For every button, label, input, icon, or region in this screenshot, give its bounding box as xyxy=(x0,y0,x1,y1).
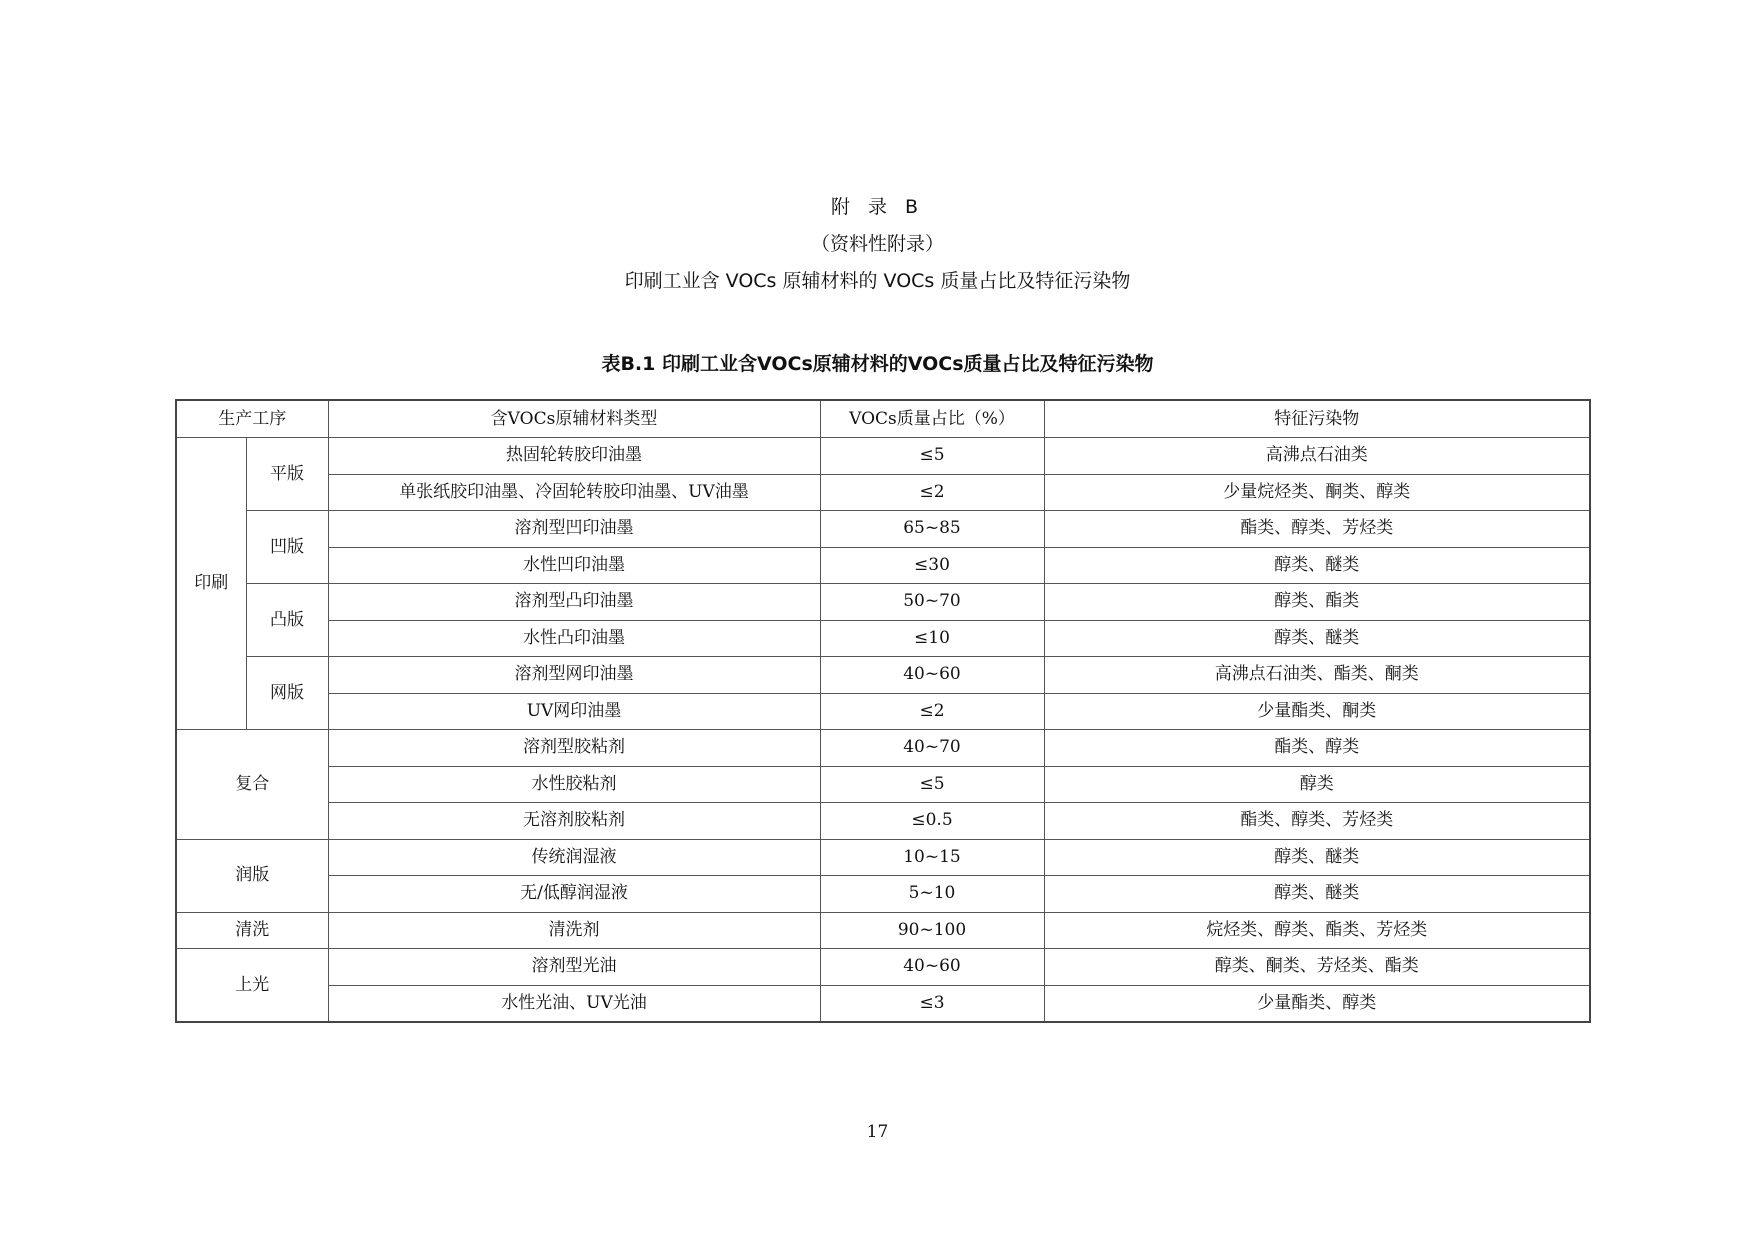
material-cell: 无/低醇润湿液 xyxy=(328,876,820,913)
pollutants-cell: 高沸点石油类、酯类、酮类 xyxy=(1044,657,1590,694)
material-cell: UV网印油墨 xyxy=(328,693,820,730)
ratio-cell: ≤5 xyxy=(820,438,1044,475)
table-row xyxy=(176,511,1590,548)
subgroup-lithographic: 平版 xyxy=(246,438,328,511)
material-cell: 单张纸胶印油墨、冷固轮转胶印油墨、UV油墨 xyxy=(328,474,820,511)
appendix-label: 附 录 B xyxy=(830,196,925,218)
group-varnishing: 上光 xyxy=(176,949,328,1023)
material-cell: 水性凹印油墨 xyxy=(328,547,820,584)
pollutants-cell: 醇类、醚类 xyxy=(1044,876,1590,913)
material-cell: 热固轮转胶印油墨 xyxy=(328,438,820,475)
pollutants-cell: 醇类 xyxy=(1044,766,1590,803)
table-header-row xyxy=(176,400,1590,438)
ratio-cell: ≤0.5 xyxy=(820,803,1044,840)
table-row xyxy=(176,803,1590,840)
table-row xyxy=(176,949,1590,986)
group-fountain: 润版 xyxy=(176,839,328,912)
table-row xyxy=(176,730,1590,767)
pollutants-cell: 醇类、醚类 xyxy=(1044,620,1590,657)
material-cell: 传统润湿液 xyxy=(328,839,820,876)
material-cell: 溶剂型网印油墨 xyxy=(328,657,820,694)
material-cell: 溶剂型光油 xyxy=(328,949,820,986)
ratio-cell: 5~10 xyxy=(820,876,1044,913)
header-material-type: 含VOCs原辅材料类型 xyxy=(328,400,820,438)
ratio-cell: 90~100 xyxy=(820,912,1044,949)
material-cell: 无溶剂胶粘剂 xyxy=(328,803,820,840)
ratio-cell: 40~60 xyxy=(820,657,1044,694)
ratio-cell: ≤2 xyxy=(820,474,1044,511)
page-number: 17 xyxy=(866,1122,889,1142)
ratio-cell: 40~60 xyxy=(820,949,1044,986)
subgroup-gravure: 凹版 xyxy=(246,511,328,584)
table-row xyxy=(176,693,1590,730)
material-cell: 溶剂型凹印油墨 xyxy=(328,511,820,548)
table-row xyxy=(176,474,1590,511)
ratio-cell: 65~85 xyxy=(820,511,1044,548)
appendix-nature: （资料性附录） xyxy=(810,233,944,255)
header-voc-ratio: VOCs质量占比（%） xyxy=(820,400,1044,438)
pollutants-cell: 醇类、醚类 xyxy=(1044,547,1590,584)
table-caption: 表B.1 印刷工业含VOCs原辅材料的VOCs质量占比及特征污染物 xyxy=(601,353,1154,375)
pollutants-cell: 酯类、醇类、芳烃类 xyxy=(1044,803,1590,840)
group-cleaning: 清洗 xyxy=(176,912,328,949)
material-cell: 清洗剂 xyxy=(328,912,820,949)
subgroup-letterpress: 凸版 xyxy=(246,584,328,657)
group-printing: 印刷 xyxy=(176,438,246,730)
table-row xyxy=(176,839,1590,876)
table-row xyxy=(176,438,1590,475)
ratio-cell: ≤30 xyxy=(820,547,1044,584)
material-cell: 水性凸印油墨 xyxy=(328,620,820,657)
table-row xyxy=(176,766,1590,803)
ratio-cell: 40~70 xyxy=(820,730,1044,767)
ratio-cell: ≤10 xyxy=(820,620,1044,657)
pollutants-cell: 高沸点石油类 xyxy=(1044,438,1590,475)
pollutants-cell: 少量烷烃类、酮类、醇类 xyxy=(1044,474,1590,511)
pollutants-cell: 醇类、酮类、芳烃类、酯类 xyxy=(1044,949,1590,986)
voc-table xyxy=(175,399,1591,1023)
pollutants-cell: 醇类、酯类 xyxy=(1044,584,1590,621)
material-cell: 溶剂型凸印油墨 xyxy=(328,584,820,621)
table-row xyxy=(176,985,1590,1022)
table-row xyxy=(176,584,1590,621)
table-row xyxy=(176,912,1590,949)
material-cell: 水性胶粘剂 xyxy=(328,766,820,803)
ratio-cell: ≤3 xyxy=(820,985,1044,1022)
pollutants-cell: 少量酯类、醇类 xyxy=(1044,985,1590,1022)
material-cell: 水性光油、UV光油 xyxy=(328,985,820,1022)
subgroup-screen: 网版 xyxy=(246,657,328,730)
ratio-cell: 50~70 xyxy=(820,584,1044,621)
pollutants-cell: 酯类、醇类 xyxy=(1044,730,1590,767)
pollutants-cell: 醇类、醚类 xyxy=(1044,839,1590,876)
header-pollutants: 特征污染物 xyxy=(1044,400,1590,438)
table-row xyxy=(176,620,1590,657)
pollutants-cell: 少量酯类、酮类 xyxy=(1044,693,1590,730)
pollutants-cell: 酯类、醇类、芳烃类 xyxy=(1044,511,1590,548)
pollutants-cell: 烷烃类、醇类、酯类、芳烃类 xyxy=(1044,912,1590,949)
appendix-title: 印刷工业含 VOCs 原辅材料的 VOCs 质量占比及特征污染物 xyxy=(624,270,1131,292)
ratio-cell: ≤5 xyxy=(820,766,1044,803)
table-row xyxy=(176,657,1590,694)
ratio-cell: 10~15 xyxy=(820,839,1044,876)
header-process: 生产工序 xyxy=(176,400,328,438)
table-row xyxy=(176,876,1590,913)
table-row xyxy=(176,547,1590,584)
ratio-cell: ≤2 xyxy=(820,693,1044,730)
group-lamination: 复合 xyxy=(176,730,328,840)
material-cell: 溶剂型胶粘剂 xyxy=(328,730,820,767)
